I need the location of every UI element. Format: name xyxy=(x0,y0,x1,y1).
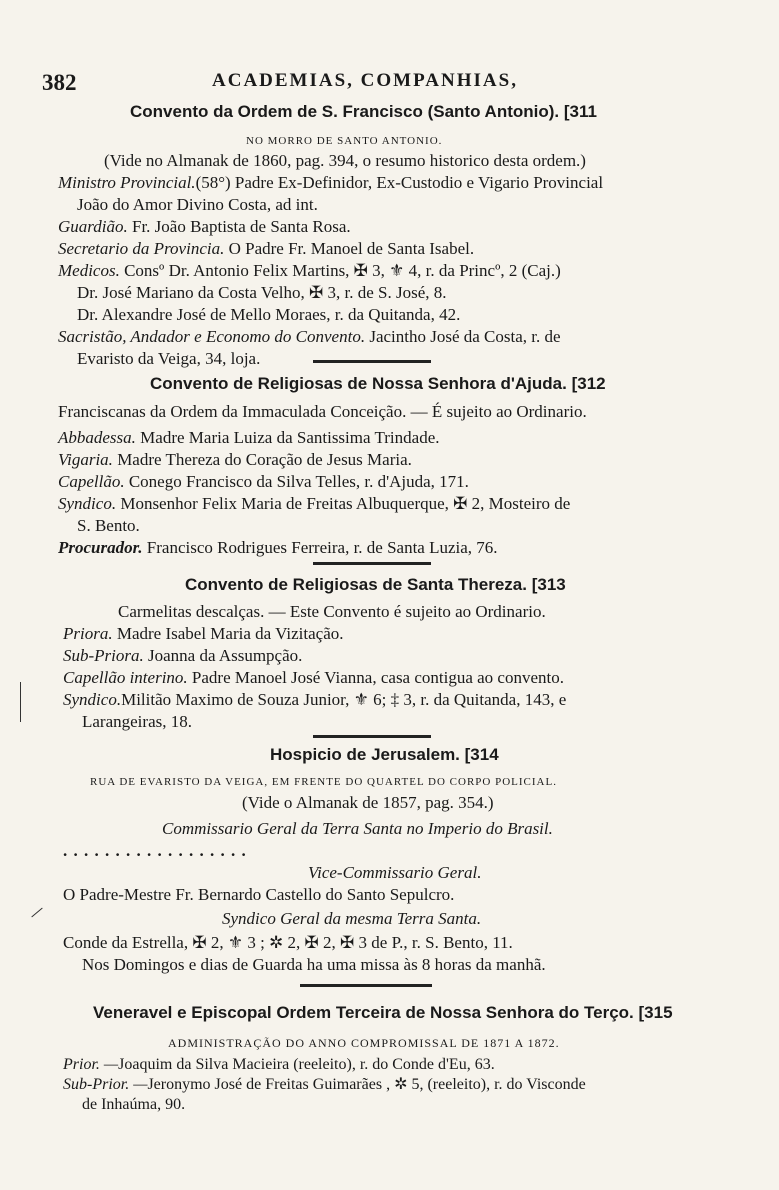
section-311-entry: Dr. Alexandre José de Mello Moraes, r. da Quitanda, 42. xyxy=(77,305,461,324)
section-314-title: Syndico Geral da mesma Terra Santa. xyxy=(222,909,482,928)
section-311-entry: Dr. José Mariano da Costa Velho, ✠ 3, r. de S. José, 8. xyxy=(77,283,447,302)
margin-mark xyxy=(20,682,21,722)
section-311-entry: João do Amor Divino Costa, ad int. xyxy=(77,195,318,214)
section-311-entry: Secretario da Provincia. O Padre Fr. Manoel de Santa Isabel. xyxy=(58,239,475,258)
section-313-entry: Sub-Priora. Joanna da Assumpção. xyxy=(63,646,303,665)
section-314-subheading: RUA DE EVARISTO DA VEIGA, EM FRENTE DO QUARTEL DO CORPO POLICIAL. xyxy=(90,776,557,788)
section-315-heading: Veneravel e Episcopal Ordem Terceira de Nossa Senhora do Terço. [315 xyxy=(93,1003,673,1022)
section-315-entry: Prior. —Joaquim da Silva Macieira (reeleito), r. do Conde d'Eu, 63. xyxy=(63,1056,495,1073)
section-313-entry: Capellão interino. Padre Manoel José Vianna, casa contigua ao convento. xyxy=(63,668,564,687)
section-312-entry: S. Bento. xyxy=(77,516,140,535)
margin-mark xyxy=(31,908,42,918)
section-311-subheading: NO MORRO DE SANTO ANTONIO. xyxy=(246,135,443,147)
section-311-entry: Evaristo da Veiga, 34, loja. xyxy=(77,349,261,368)
section-divider xyxy=(313,562,431,565)
section-313-code: [313 xyxy=(531,575,566,594)
section-314-dots: . . . . . . . . . . . . . . . . . . xyxy=(63,841,247,860)
section-311-heading: Convento da Ordem de S. Francisco (Santo Antonio). [311 xyxy=(130,102,597,121)
section-311-entry: Medicos. Consº Dr. Antonio Felix Martins, ✠ 3, ⚜ 4, r. da Princº, 2 (Caj.) xyxy=(58,261,561,280)
section-312-entry: Syndico. Monsenhor Felix Maria de Freitas Albuquerque, ✠ 2, Mosteiro de xyxy=(58,494,571,513)
section-315-subheading: ADMINISTRAÇÃO DO ANNO COMPROMISSAL DE 1871 A 1872. xyxy=(168,1036,560,1050)
section-311-note: (Vide no Almanak de 1860, pag. 394, o resumo historico desta ordem.) xyxy=(104,151,586,170)
section-312-entry: Vigaria. Madre Thereza do Coração de Jesus Maria. xyxy=(58,450,412,469)
section-311-entry: Sacristão, Andador e Economo do Convento. Jacintho José da Costa, r. de xyxy=(58,327,561,346)
section-312-code: [312 xyxy=(571,374,606,393)
section-312-heading: Convento de Religiosas de Nossa Senhora d'Ajuda. [312 xyxy=(150,374,606,393)
section-313-entry: Syndico.Militão Maximo de Souza Junior, ⚜ 6; ‡ 3, r. da Quitanda, 143, e xyxy=(63,690,567,709)
section-315-entry: Sub-Prior. —Jeronymo José de Freitas Guimarães , ✲ 5, (reeleito), r. do Visconde xyxy=(63,1076,586,1093)
section-312-intro: Franciscanas da Ordem da Immaculada Conceição. — É sujeito ao Ordinario. xyxy=(58,402,587,421)
section-divider xyxy=(300,984,432,987)
section-314-heading: Hospicio de Jerusalem. [314 xyxy=(270,745,499,764)
running-title: ACADEMIAS, COMPANHIAS, xyxy=(212,70,518,91)
page-number: 382 xyxy=(42,70,77,95)
section-314-person: Conde da Estrella, ✠ 2, ⚜ 3 ; ✲ 2, ✠ 2, ✠ 3 de P., r. S. Bento, 11. xyxy=(63,933,513,952)
section-divider xyxy=(313,735,431,738)
section-314-title: Commissario Geral da Terra Santa no Imperio do Brasil. xyxy=(162,819,553,838)
section-divider xyxy=(313,360,431,363)
section-313-entry: Priora. Madre Isabel Maria da Vizitação. xyxy=(63,624,344,643)
section-311-entry: Ministro Provincial.(58°) Padre Ex-Definidor, Ex-Custodio e Vigario Provincial xyxy=(58,173,604,192)
section-314-title: Vice-Commissario Geral. xyxy=(308,863,482,882)
section-312-entry: Procurador. Francisco Rodrigues Ferreira, r. de Santa Luzia, 76. xyxy=(58,538,498,557)
section-312-entry: Capellão. Conego Francisco da Silva Telles, r. d'Ajuda, 171. xyxy=(58,472,469,491)
section-312-entry: Abbadessa. Madre Maria Luiza da Santissima Trindade. xyxy=(58,428,440,447)
section-314-code: [314 xyxy=(464,745,499,764)
section-313-entry: Larangeiras, 18. xyxy=(82,712,192,731)
section-313-intro: Carmelitas descalças. — Este Convento é sujeito ao Ordinario. xyxy=(118,602,546,621)
section-314-person: O Padre-Mestre Fr. Bernardo Castello do Santo Sepulcro. xyxy=(63,885,455,904)
section-311-code: [311 xyxy=(563,102,597,121)
section-314-person: Nos Domingos e dias de Guarda ha uma missa às 8 horas da manhã. xyxy=(82,955,546,974)
section-313-heading: Convento de Religiosas de Santa Thereza. [313 xyxy=(185,575,566,594)
section-315-entry: de Inhaúma, 90. xyxy=(82,1096,186,1113)
section-314-note: (Vide o Almanak de 1857, pag. 354.) xyxy=(242,793,494,812)
section-311-entry: Guardião. Fr. João Baptista de Santa Rosa. xyxy=(58,217,351,236)
section-315-code: [315 xyxy=(638,1003,673,1022)
